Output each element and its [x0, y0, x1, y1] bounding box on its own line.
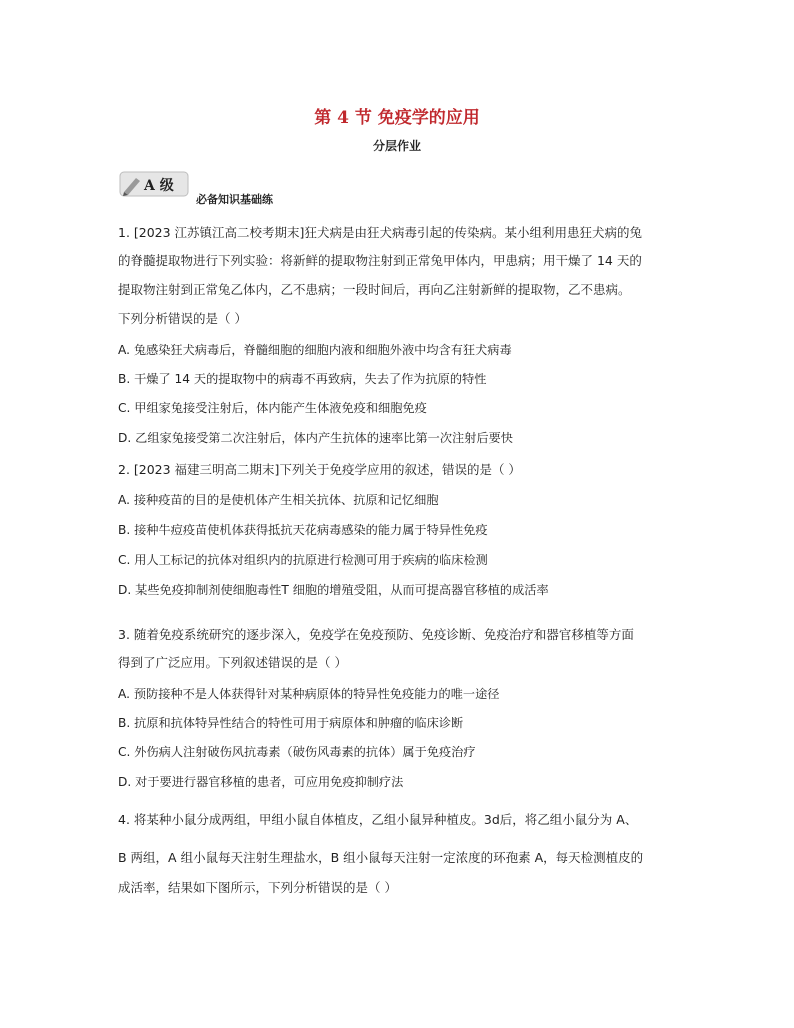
question-2-option-a: A. 接种疫苗的目的是使机体产生相关抗体、抗原和记忆细胞 — [118, 493, 439, 507]
question-3-option-c: C. 外伤病人注射破伤风抗毒素（破伤风毒素的抗体）属于免疫治疗 — [118, 745, 476, 759]
question-2-option-b: B. 接种牛痘疫苗使机体获得抵抗天花病毒感染的能力属于特异性免疫 — [118, 523, 488, 537]
question-3-option-d: D. 对于要进行器官移植的患者，可应用免疫抑制疗法 — [118, 775, 404, 789]
level-badge — [118, 170, 190, 198]
question-3-option-a: A. 预防接种不是人体获得针对某种病原体的特异性免疫能力的唯一途径 — [118, 687, 500, 701]
question-1-line-2: 的脊髓提取物进行下列实验：将新鲜的提取物注射到正常兔甲体内，甲患病；用干燥了 14 天的 — [118, 253, 642, 268]
question-4-line-2: B 两组，A 组小鼠每天注射生理盐水，B 组小鼠每天注射一定浓度的环孢素 A，每天检测植皮的 — [118, 850, 644, 865]
question-1-option-d: D. 乙组家兔接受第二次注射后，体内产生抗体的速率比第一次注射后要快 — [118, 431, 513, 445]
question-4-line-1: 4. 将某种小鼠分成两组，甲组小鼠自体植皮，乙组小鼠异种植皮。3d后，将乙组小鼠分为 A、 — [118, 812, 638, 827]
section-subtitle: 分层作业 — [372, 139, 421, 153]
question-1-option-c: C. 甲组家兔接受注射后，体内能产生体液免疫和细胞免疫 — [118, 401, 427, 415]
question-1-line-4: 下列分析错误的是（ ） — [118, 311, 247, 326]
question-2-option-d: D. 某些免疫抑制剂使细胞毒性T 细胞的增殖受阻，从而可提高器官移植的成活率 — [118, 583, 549, 597]
level-note: 必备知识基础练 — [196, 193, 273, 206]
section-title: 第 4 节 免疫学的应用 — [314, 108, 480, 128]
question-3-line-2: 得到了广泛应用。下列叙述错误的是（ ） — [118, 655, 347, 670]
question-4-line-3: 成活率，结果如下图所示，下列分析错误的是（ ） — [118, 880, 397, 895]
question-1-line-3: 提取物注射到正常兔乙体内，乙不患病；一段时间后，再向乙注射新鲜的提取物，乙不患病。 — [118, 282, 631, 297]
question-2-option-c: C. 用人工标记的抗体对组织内的抗原进行检测可用于疾病的临床检测 — [118, 553, 488, 567]
question-3-option-b: B. 抗原和抗体特异性结合的特性可用于病原体和肿瘤的临床诊断 — [118, 716, 464, 730]
level-badge-label: A 级 — [144, 178, 174, 194]
question-1-option-a: A. 兔感染狂犬病毒后，脊髓细胞的细胞内液和细胞外液中均含有狂犬病毒 — [118, 343, 512, 357]
question-3-line-1: 3. 随着免疫系统研究的逐步深入，免疫学在免疫预防、免疫诊断、免疫治疗和器官移植等方面 — [118, 627, 634, 642]
question-2-line-1: 2. [2023 福建三明高二期末]下列关于免疫学应用的叙述，错误的是（ ） — [118, 462, 521, 477]
question-1-line-1: 1. [2023 江苏镇江高二校考期末]狂犬病是由狂犬病毒引起的传染病。某小组利用患狂犬病的兔 — [118, 225, 642, 240]
question-1-option-b: B. 干燥了 14 天的提取物中的病毒不再致病，失去了作为抗原的特性 — [118, 372, 487, 386]
